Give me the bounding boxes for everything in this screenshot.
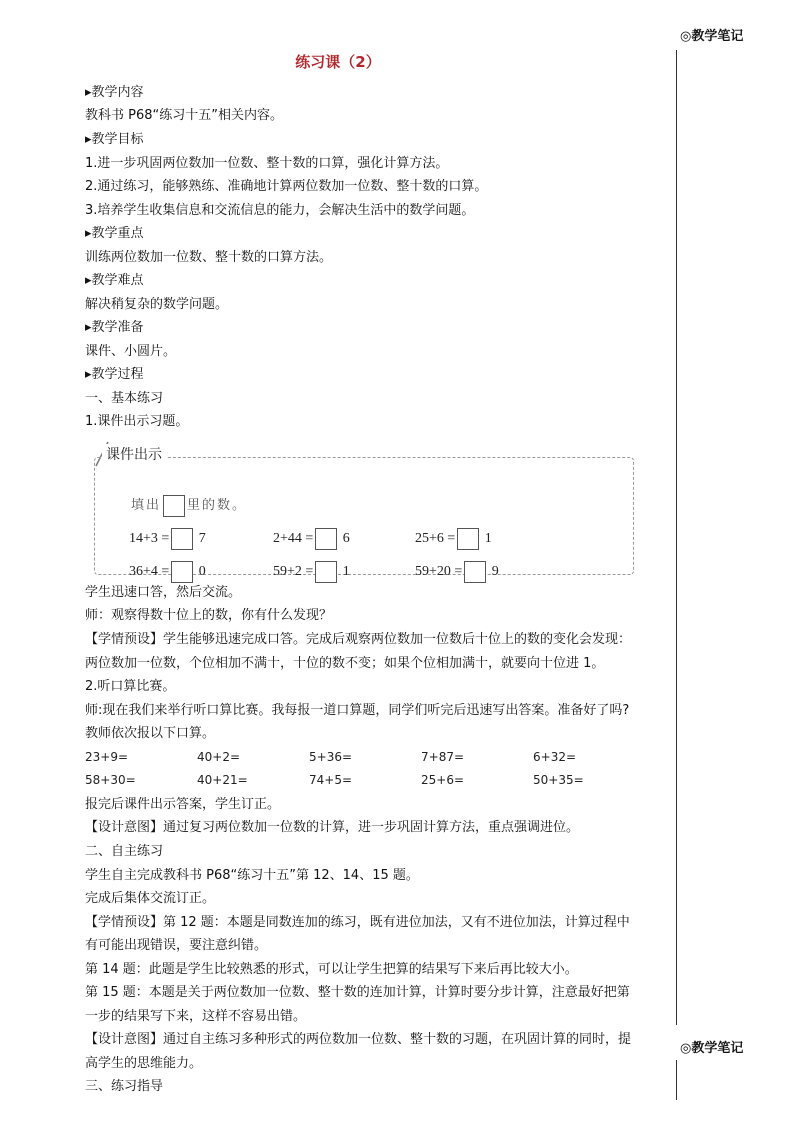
blank-box: [464, 561, 486, 583]
text-line: 一步的结果写下来，这样不容易出错。: [85, 1009, 307, 1024]
text-line: 学生自主完成教科书 P68“练习十五”第 12、14、15 题。: [85, 868, 419, 883]
blank-box: [171, 561, 193, 583]
text-line: 教科书 P68“练习十五”相关内容。: [85, 108, 283, 123]
notes-label: ◎教学笔记: [680, 29, 744, 44]
courseware-frame: [94, 457, 634, 580]
instruction-pre: 填出: [131, 498, 162, 513]
oral-problem: 25+6=: [421, 773, 465, 787]
courseware-box: [92, 440, 634, 580]
text-line: 2.通过练习，能够熟练、准确地计算两位数加一位数、整十数的口算。: [85, 179, 488, 194]
text-line: 报完后课件出示答案，学生订正。: [85, 797, 281, 812]
blank-box: [315, 528, 337, 550]
equation-right: 6: [342, 531, 350, 547]
equation-right: 1: [342, 564, 350, 580]
section-heading: 二、自主练习: [85, 844, 164, 859]
section-heading: ▸教学目标: [85, 132, 144, 147]
section-heading: ▸教学过程: [85, 367, 144, 382]
text-line: 高学生的思维能力。: [85, 1056, 203, 1071]
oral-problem: 40+21=: [197, 773, 248, 787]
blank-box: [315, 561, 337, 583]
courseware-instruction: [131, 494, 247, 517]
text-line: 【设计意图】通过自主练习多种形式的两位数加一位数、整十数的习题，在巩固计算的同时，提: [85, 1032, 632, 1047]
equation: [415, 561, 499, 583]
text-line: 3.培养学生收集信息和交流信息的能力，会解决生活中的数学问题。: [85, 203, 475, 218]
page-title: 练习课（2）: [295, 53, 381, 71]
oral-problem: 50+35=: [533, 773, 584, 787]
blank-box: [171, 528, 193, 550]
equation: [415, 528, 492, 550]
equation-left: 59+20 =: [415, 564, 463, 580]
text-line: 学生迅速口答，然后交流。: [85, 585, 242, 600]
text-line: 师:现在我们来举行听口算比赛。我每报一道口算题，同学们听完后迅速写出答案。准备好了吗?: [85, 703, 630, 718]
text-line: 【学情预设】学生能够迅速完成口答。完成后观察两位数加一位数后十位上的数的变化会发现：: [85, 632, 632, 647]
section-heading: ▸教学内容: [85, 85, 144, 100]
text-line: 完成后集体交流订正。: [85, 891, 216, 906]
oral-problem: 7+87=: [421, 750, 465, 764]
oral-problem: 5+36=: [309, 750, 353, 764]
section-heading: ▸教学难点: [85, 273, 144, 288]
section-heading: ▸教学重点: [85, 226, 144, 241]
text-line: 师：观察得数十位上的数，你有什么发现？: [85, 608, 333, 623]
equation: [273, 561, 350, 583]
oral-problem: 40+2=: [197, 750, 241, 764]
equation-left: 2+44 =: [273, 531, 314, 547]
equation: [273, 528, 350, 550]
section-heading: ▸教学准备: [85, 320, 144, 335]
text-line: 1.进一步巩固两位数加一位数、整十数的口算，强化计算方法。: [85, 156, 449, 171]
equation-left: 59+2 =: [273, 564, 314, 580]
text-line: 【学情预设】第 12 题：本题是同数连加的练习，既有进位加法，又有不进位加法，计算过程中: [85, 915, 630, 930]
blank-box: [163, 495, 185, 517]
text-line: 第 14 题：此题是学生比较熟悉的形式，可以让学生把算的结果写下来后再比较大小。: [85, 962, 578, 977]
equation-right: 7: [198, 531, 206, 547]
oral-problem: 6+32=: [533, 750, 577, 764]
equation-left: 25+6 =: [415, 531, 456, 547]
text-line: 解决稍复杂的数学问题。: [85, 297, 229, 312]
blank-box: [457, 528, 479, 550]
equation-right: 1: [484, 531, 492, 547]
text-line: 1.课件出示习题。: [85, 414, 189, 429]
text-line: 课件、小圆片。: [85, 344, 177, 359]
text-line: 两位数加一位数，个位相加不满十，十位的数不变；如果个位相加满十，就要向十位进 1。: [85, 656, 605, 671]
equation-left: 36+4 =: [129, 564, 170, 580]
oral-problem: 74+5=: [309, 773, 353, 787]
margin-rule-2: [676, 1060, 677, 1100]
text-line: 有可能出现错误，要注意纠错。: [85, 938, 268, 953]
oral-problem: 58+30=: [85, 773, 136, 787]
equation: [129, 528, 206, 550]
text-line: 一、基本练习: [85, 391, 164, 406]
instruction-post: 里的数。: [187, 498, 248, 513]
equation-right: 0: [198, 564, 206, 580]
equation-left: 14+3 =: [129, 531, 170, 547]
equation: [129, 561, 206, 583]
courseware-tag: 课件出示: [102, 444, 166, 464]
section-heading: 三、练习指导: [85, 1079, 164, 1094]
oral-problem: 23+9=: [85, 750, 129, 764]
margin-rule: [676, 50, 677, 1025]
notes-label-2: ◎教学笔记: [680, 1041, 744, 1056]
text-line: 训练两位数加一位数、整十数的口算方法。: [85, 250, 333, 265]
text-line: 2.听口算比赛。: [85, 679, 176, 694]
equation-right: 9: [491, 564, 499, 580]
text-line: 教师依次报以下口算。: [85, 726, 216, 741]
text-line: 【设计意图】通过复习两位数加一位数的计算，进一步巩固计算方法，重点强调进位。: [85, 820, 580, 835]
text-line: 第 15 题：本题是关于两位数加一位数、整十数的连加计算，计算时要分步计算，注意最好把第: [85, 985, 630, 1000]
